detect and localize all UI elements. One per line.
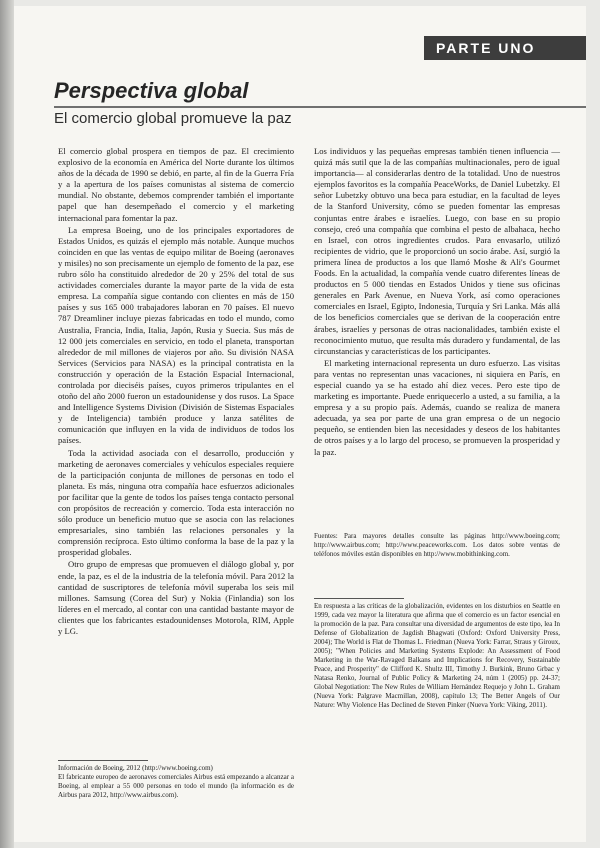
left-column xyxy=(58,146,294,638)
footnote-rule xyxy=(58,760,148,761)
page-title: Perspectiva global xyxy=(54,78,249,103)
right-footnotes xyxy=(314,598,560,710)
title-rule xyxy=(54,106,586,108)
scanner-binding-shadow xyxy=(0,0,14,848)
footnote: En respuesta a las críticas de la globalización, evidentes en los disturbios en Seattle en 1999, cada vez mayor la literatura que afirma que el comercio es un factor esencial en la promoción de la paz. Para consultar una diversidad de argumentos de este tipo, lea In Defense of Globalization de Jagdish Bhagwati (Oxford: Oxford University Press, 2004); The World is Flat de Thomas L. Friedman (Nueva York: Farrar, Straus y Giroux, 2005); "When Policies and Marketing Systems Explode: An Assessment of Food Marketing in the War-Ravaged Balkans and Implications for Recovery, Sustainable Peace, and Prosperity" de Clifford K. Shultz III, Timothy J. Burkink, Bruno Grbac y Natasa Renko, Journal of Public Policy & Marketing 24, núm 1 (2005) pp. 24-37; Global Negotiation: The New Rules de William Hernández Requejo y John L. Graham (Nueva York: Palgrave Macmillan, 2008), capítulo 13; The Better Angels of Our Nature: Why Violence Has Declined de Steven Pinker (Nueva York: Viking, 2011). xyxy=(314,602,560,709)
paragraph: Otro grupo de empresas que promueven el diálogo global y, por ende, la paz, es el de la industria de la telefonía móvil. Para 2012 la cantidad de suscriptores de telefonía móvil superaba los seis mil millones. Samsung (Corea del Sur) y Nokia (Finlandia) son los líderes en el mercado, al contar con una cantidad bastante mayor de clientes que los fabricantes estadounidenses Motorola, RIM, Apple y LG. xyxy=(58,559,294,637)
book-page xyxy=(14,6,586,842)
paragraph: La empresa Boeing, uno de los principales exportadores de Estados Unidos, es quizás el ejemplo más notable. Aunque muchos coinciden en que las ventas de equipo militar de Boeing (aeronaves y misiles) no son precisamente un ejemplo de fomento de la paz, ese rubro sólo ha constituido alrededor de 20 y 25% del total de sus actividades comerciales durante la mayor parte de la vida de esta empresa. La compañía sigue contando con clientes en más de 150 países y sus 165 000 trabajadores laboran en 70 países. El nuevo 787 Dreamliner incluye piezas fabricadas en todo el mundo, como Australia, Francia, India, Italia, Japón, Rusia y Suecia. Sus más de 12 000 jets comerciales en servicio, en todo el planeta, transportan alrededor de mil millones de viajeros por año. Su división NASA Services (Servicios para NASA) es la principal contratista en la construcción y operación de la Estación Espacial Internacional, controlada por dieciséis países, cuyos primeros tripulantes en el otoño del año 2000 fueron un estadounidense y dos rusos. La Space and Intelligence Systems Division (División de Sistemas Espaciales y de Inteligencia) también produce y lanza satélites de comunicación que influyen en la vida de individuos de todos los países. xyxy=(58,224,294,446)
paragraph: El marketing internacional representa un duro esfuerzo. Las visitas para ventas no representan unas vacaciones, ni siquiera en París, en especial cuando ya se ha estado ahí diez veces. Pero este tipo de marketing es importante. Puede enriquecerlo a usted, a su familia, a la empresa y a su propio país. Además, cuando se realiza de manera adecuada, ya sea por parte de una gran empresa o de un negocio pequeño, se entienden bien las necesidades y deseos de los habitantes de otros países y a lo largo del proceso, se promueven la prosperidad y la paz. xyxy=(314,357,560,457)
footnote: El fabricante europeo de aeronaves comerciales Airbus está empezando a alcanzar a Boeing, al emplear a 55 000 personas en todo el mundo (la información es de Airbus para 2012, http://www.airbus.com). xyxy=(58,773,294,799)
paragraph: Toda la actividad asociada con el desarrollo, producción y marketing de aeronaves comerciales y vehículos especiales requiere de la participación conjunta de millones de personas en todo el planeta. Es más, ninguna otra compañía hace esfuerzos adicionales por facilitar que la gente de todos los países tenga contacto personal con propósitos de recreación y comercio. Toda esta interacción no sólo produce un beneficio mutuo que se asocia con las relaciones empresariales, sino también las relaciones personales y la comprensión recíproca. Esto último conforma la base de la paz y la prosperidad globales. xyxy=(58,447,294,558)
source-note: Fuentes: Para mayores detalles consulte las páginas http://www.boeing.com; http://www.airbus.com; http://www.peaceworks.com. Los datos sobre ventas de teléfonos móviles están disponibles en http://www.mobithinking.com. xyxy=(314,532,560,558)
paragraph: Los individuos y las pequeñas empresas también tienen influencia —quizá más sutil que la de las compañías multinacionales, pero de igual importancia— al considerarlas dentro de la totalidad. Uno de nuestros ejemplos favoritos es la compañía PeaceWorks, de Daniel Lubetzky. El señor Lubetzky obtuvo una beca para estudiar, en la facultad de leyes de la Stanford University, cómo se pueden fomentar las empresas conjuntas entre árabes e israelíes. Luego, con base en su propio consejo, creó una compañía que combina el pesto de albahaca, hecho en Israel, con otros ingredientes crudos. Para envasarlo, utilizó recipientes de vidrio, que le proporcionó un socio árabe. Así, surgió la primera línea de productos a los que llamó Moshe & Ali's Gourmet Foods. En la actualidad, la compañía vende cuatro diferentes líneas de productos en 5 000 tiendas en Estados Unidos y tiene sus oficinas generales en Park Avenue, en Nueva York, así como operaciones comerciales en Israel, Egipto, Indonesia, Turquía y Sri Lanka. Más allá de los beneficios comerciales que se derivan de la cooperación entre árabes, israelíes y personas de otras nacionalidades, también existe el reconocimiento mutuo, que resulta más duradero y fundamental, de las circunstancias y características de los participantes. xyxy=(314,146,560,356)
left-footnotes xyxy=(58,760,294,800)
page-subtitle: El comercio global promueve la paz xyxy=(54,110,292,127)
footnote: Información de Boeing, 2012 (http://www.boeing.com) xyxy=(58,764,213,772)
paragraph: El comercio global prospera en tiempos de paz. El crecimiento explosivo de la economía en América del Norte durante los últimos años de la década de 1990 se debió, en parte, al fin de la Guerra Fría y a la apertura de los países comunistas al sistema de comercio mundial. No obstante, debemos comprender también el importante papel que han desempeñado el comercio y el marketing internacional para fomentar la paz. xyxy=(58,146,294,223)
right-column xyxy=(314,146,560,459)
section-banner: PARTE UNO xyxy=(424,36,586,60)
footnote-rule xyxy=(314,598,404,599)
